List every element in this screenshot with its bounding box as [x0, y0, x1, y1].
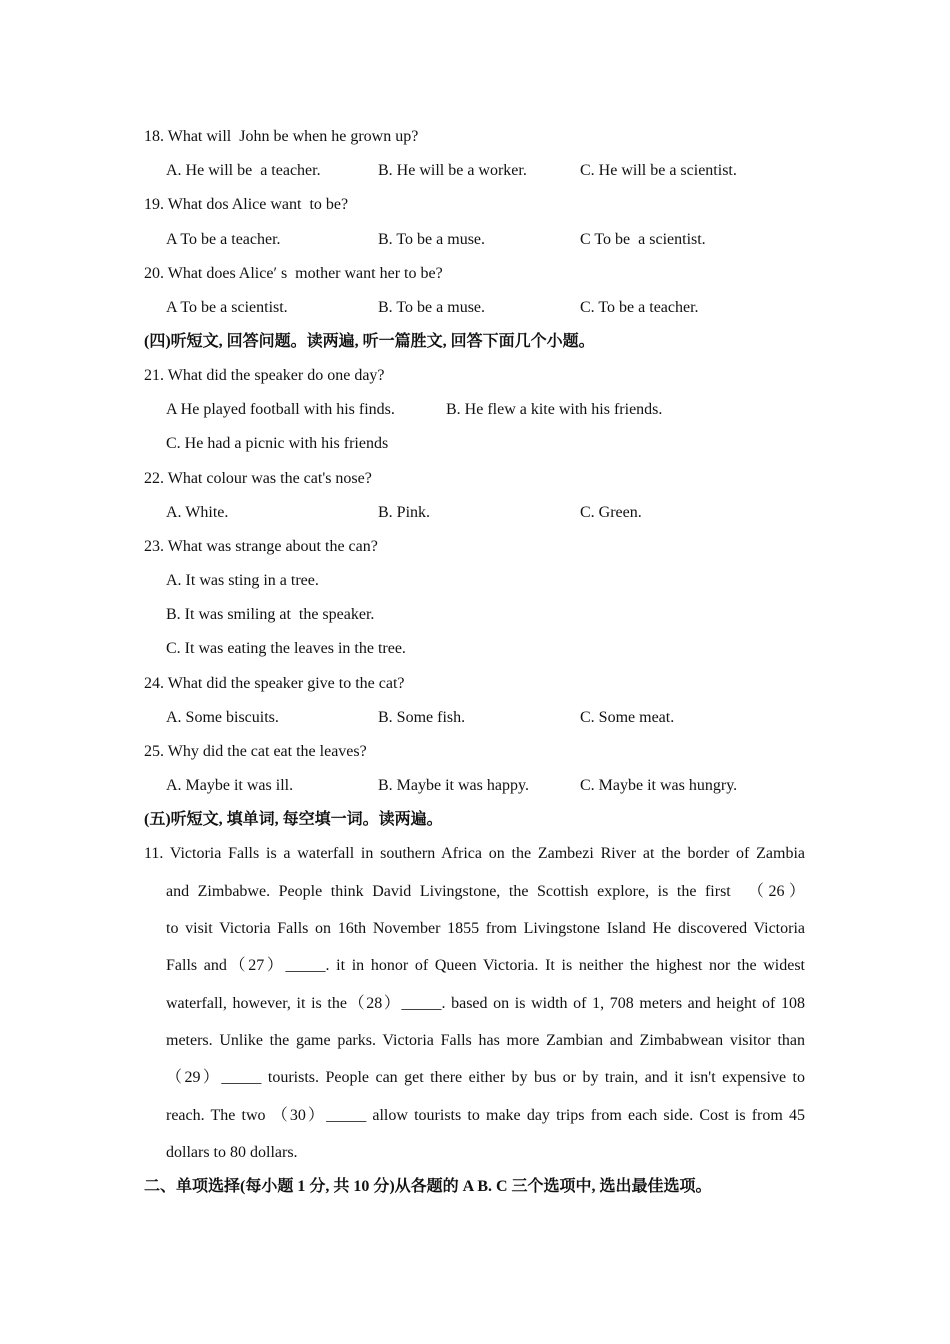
option-20b: B. To be a muse.: [378, 299, 486, 316]
option-20c: C. To be a teacher.: [580, 299, 699, 316]
part-2-heading: 二、单项选择(每小题 1 分, 共 10 分)从各题的 A B. C 三个选项中, 选出最佳选项。: [144, 1178, 712, 1195]
option-22b: B. Pink.: [378, 504, 431, 521]
option-18a: A. He will be a teacher.: [166, 162, 321, 179]
option-24b: B. Some fish.: [378, 709, 466, 726]
question-21: 21. What did the speaker do one day?: [144, 367, 385, 384]
option-19a: A To be a teacher.: [166, 231, 281, 248]
passage-line: to visit Victoria Falls on 16th November 1855 from Livingstone Island He discovered Victoria: [166, 920, 805, 937]
question-24: 24. What did the speaker give to the cat?: [144, 675, 405, 692]
passage-line: Falls and（27）_____. it in honor of Queen Victoria. It is neither the highest nor the widest: [166, 957, 805, 974]
passage-line: meters. Unlike the game parks. Victoria Falls has more Zambian and Zimbabwean visitor than: [166, 1032, 805, 1049]
option-19c: C To be a scientist.: [580, 231, 706, 248]
question-25: 25. Why did the cat eat the leaves?: [144, 743, 367, 760]
passage-line: dollars to 80 dollars.: [166, 1144, 298, 1161]
section-5-heading: (五)听短文, 填单词, 每空填一词。读两遍。: [144, 811, 443, 828]
option-23c: C. It was eating the leaves in the tree.: [166, 640, 406, 657]
option-24a: A. Some biscuits.: [166, 709, 279, 726]
option-19b: B. To be a muse.: [378, 231, 486, 248]
option-25c: C. Maybe it was hungry.: [580, 777, 738, 794]
option-18b: B. He will be a worker.: [378, 162, 527, 179]
question-20: 20. What does Alice′ s mother want her to be?: [144, 265, 443, 282]
option-20a: A To be a scientist.: [166, 299, 288, 316]
question-19: 19. What dos Alice want to be?: [144, 196, 349, 213]
passage-line: （29）_____ tourists. People can get there either by bus or by train, and it isn't expensive to: [166, 1069, 805, 1086]
option-18c: C. He will be a scientist.: [580, 162, 737, 179]
question-23: 23. What was strange about the can?: [144, 538, 378, 555]
question-18: 18. What will John be when he grown up?: [144, 128, 419, 145]
option-21a: A He played football with his finds.: [166, 401, 395, 418]
option-25b: B. Maybe it was happy.: [378, 777, 529, 794]
option-21b: B. He flew a kite with his friends.: [446, 401, 663, 418]
option-25a: A. Maybe it was ill.: [166, 777, 294, 794]
option-23a: A. It was sting in a tree.: [166, 572, 319, 589]
option-21c: C. He had a picnic with his friends: [166, 435, 389, 452]
option-23b: B. It was smiling at the speaker.: [166, 606, 375, 623]
passage-line: and Zimbabwe. People think David Livingstone, the Scottish explore, is the first （26）: [166, 883, 806, 900]
passage-line: reach. The two （30）_____ allow tourists to make day trips from each side. Cost is from 45: [166, 1107, 805, 1124]
passage-line: waterfall, however, it is the（28）_____. based on is width of 1, 708 meters and height of 108: [166, 995, 805, 1012]
passage-line: 11. Victoria Falls is a waterfall in southern Africa on the Zambezi River at the border of Zambia: [144, 845, 805, 862]
section-4-heading: (四)听短文, 回答问题。读两遍, 听一篇胜文, 回答下面几个小题。: [144, 333, 595, 350]
question-22: 22. What colour was the cat's nose?: [144, 470, 372, 487]
option-24c: C. Some meat.: [580, 709, 675, 726]
option-22a: A. White.: [166, 504, 229, 521]
option-22c: C. Green.: [580, 504, 642, 521]
